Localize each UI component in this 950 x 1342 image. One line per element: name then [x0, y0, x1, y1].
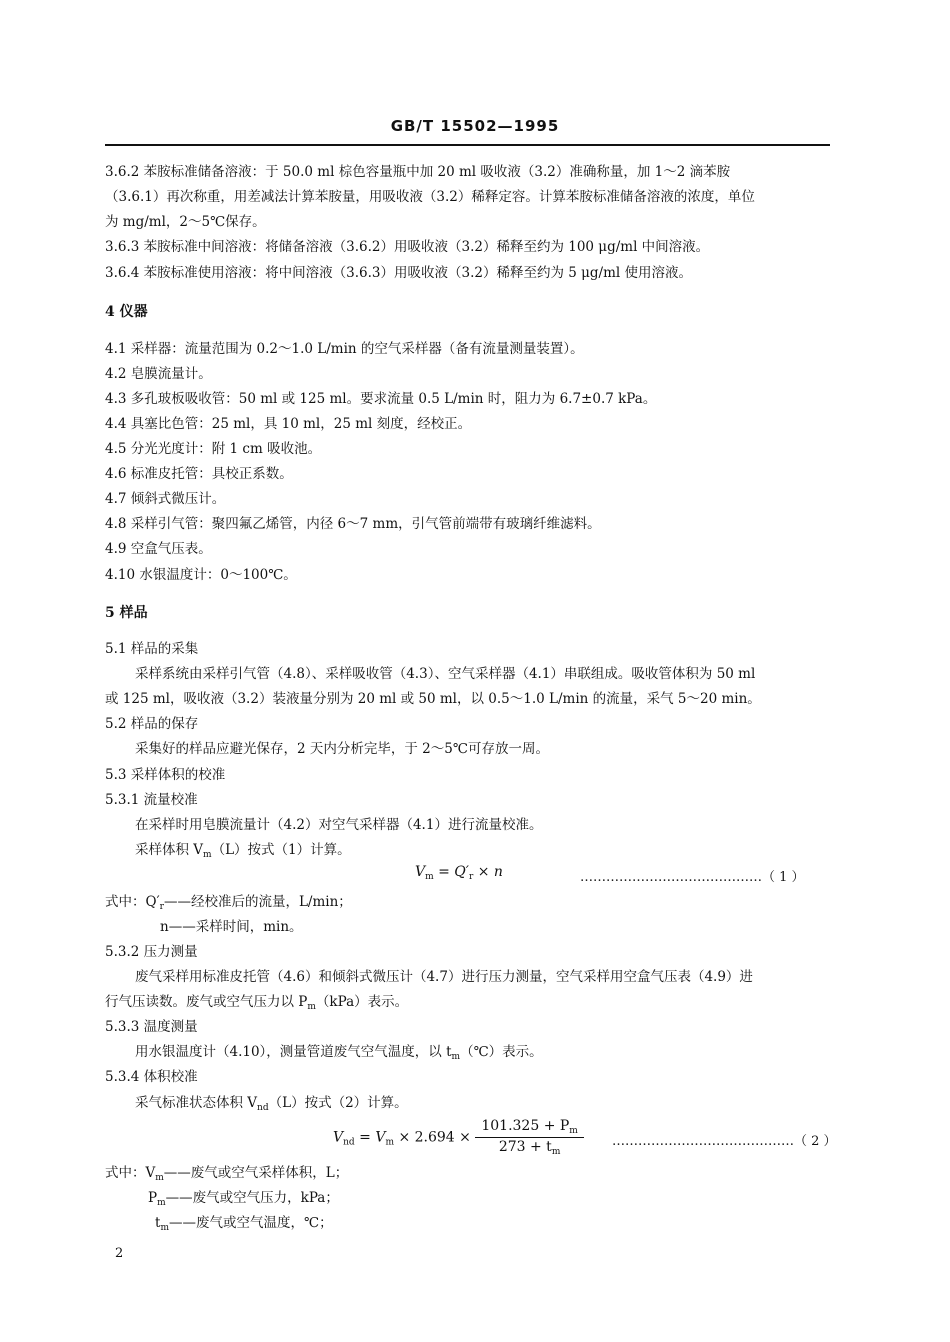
text-line: 采气标准状态体积 $V_{nd}(L)$按式（2）计算。: [135, 1095, 408, 1113]
section-heading: 5 样品: [105, 605, 148, 621]
text-line: 5.3.3 温度测量: [105, 1019, 198, 1035]
text-line: 5.3.1 流量校准: [105, 792, 198, 808]
text-line: n——采样时间，min。: [160, 919, 303, 935]
text-line: $t_m——$废气或空气温度，℃；: [155, 1215, 333, 1233]
text-line: 5.2 样品的保存: [105, 716, 199, 732]
text-line: 或 125 ml，吸收液（3.2）装液量分别为 20 ml 或 50 ml，以 0.5～1.0 L/min 的流量，采气 5～20 min。: [105, 691, 761, 707]
section-heading: 4 仪器: [105, 304, 148, 320]
text-line: 采样系统由采样引气管（4.8）、采样吸收管（4.3）、空气采样器（4.1）串联组成。吸收管体积为 50 ml: [135, 666, 756, 682]
text-line: 4.9 空盒气压表。: [105, 541, 212, 557]
text-line: 废气采样用标准皮托管（4.6）和倾斜式微压计（4.7）进行压力测量，空气采样用空盒气压表（4.9）进: [135, 969, 753, 985]
text-line: 3.6.4 苯胺标准使用溶液：将中间溶液（3.6.3）用吸收液（3.2）稀释至约为 5 μg/ml 使用溶液。: [105, 265, 693, 281]
equation-1: $V_m = Q'_r \times n$: [415, 864, 503, 882]
text-line: 3.6.3 苯胺标准中间溶液：将储备溶液（3.6.2）用吸收液（3.2）稀释至约为 100 μg/ml 中间溶液。: [105, 239, 710, 255]
equation-2-fraction: $\frac{101.325 + P_m}{273 + t_m}$: [475, 1118, 584, 1157]
text-line: 4.10 水银温度计：0～100℃。: [105, 567, 297, 583]
equation-2-leader: ……………………………………（ 2 ）: [612, 1134, 837, 1149]
text-line: 在采样时用皂膜流量计（4.2）对空气采样器（4.1）进行流量校准。: [135, 817, 543, 833]
text-line: 5.1 样品的采集: [105, 641, 199, 657]
text-line: 5.3 采样体积的校准: [105, 767, 226, 783]
text-line: 行气压读数。废气或空气压力以 $P_m(kPa)$表示。: [105, 994, 409, 1012]
text-line: 5.3.4 体积校准: [105, 1069, 198, 1085]
text-line: 4.6 标准皮托管：具校正系数。: [105, 466, 293, 482]
equation-1-leader: ……………………………………（ 1 ）: [580, 870, 805, 885]
text-line: $P_m——$废气或空气压力，kPa；: [148, 1190, 339, 1208]
text-line: 4.4 具塞比色管：25 ml，具 10 ml，25 ml 刻度，经校正。: [105, 416, 472, 432]
standard-code-header: GB/T 15502—1995: [390, 117, 560, 135]
text-line: 采集好的样品应避光保存，2 天内分析完毕，于 2～5℃可存放一周。: [135, 741, 549, 757]
text-line: 3.6.2 苯胺标准储备溶液：于 50.0 ml 棕色容量瓶中加 20 ml 吸收液（3.2）准确称量，加 1～2 滴苯胺: [105, 164, 731, 180]
text-line: 4.8 采样引气管：聚四氟乙烯管，内径 6～7 mm，引气管前端带有玻璃纤维滤料。: [105, 516, 601, 532]
text-line: 4.2 皂膜流量计。: [105, 366, 212, 382]
text-line: 式中：$V_m——$废气或空气采样体积，L；: [105, 1165, 349, 1183]
text-line: （3.6.1）再次称重，用差减法计算苯胺量，用吸收液（3.2）稀释定容。计算苯胺标准储备溶液的浓度，单位: [105, 189, 755, 205]
text-line: 用水银温度计（4.10），测量管道废气空气温度，以 $t_m(℃)$表示。: [135, 1044, 543, 1062]
text-line: 4.7 倾斜式微压计。: [105, 491, 226, 507]
page-number: 2: [115, 1246, 124, 1261]
text-line: 为 mg/ml，2～5℃保存。: [105, 214, 266, 230]
text-line: 5.3.2 压力测量: [105, 944, 198, 960]
text-line: 采样体积 $V_m(L)$按式（1）计算。: [135, 842, 351, 860]
equation-2: $V_{nd} = V_m \times 2.694$ × $\frac{101.325 + P_m}{273 + t_m}$: [333, 1118, 584, 1157]
text-line: 式中：$Q'_r——$经校准后的流量，L/min；: [105, 894, 352, 912]
text-line: 4.1 采样器：流量范围为 0.2～1.0 L/min 的空气采样器（备有流量测量装置）。: [105, 341, 584, 357]
header-rule: [105, 144, 830, 146]
text-line: 4.5 分光光度计：附 1 cm 吸收池。: [105, 441, 322, 457]
text-line: 4.3 多孔玻板吸收管：50 ml 或 125 ml。要求流量 0.5 L/min 时，阻力为 6.7±0.7 kPa。: [105, 391, 657, 407]
